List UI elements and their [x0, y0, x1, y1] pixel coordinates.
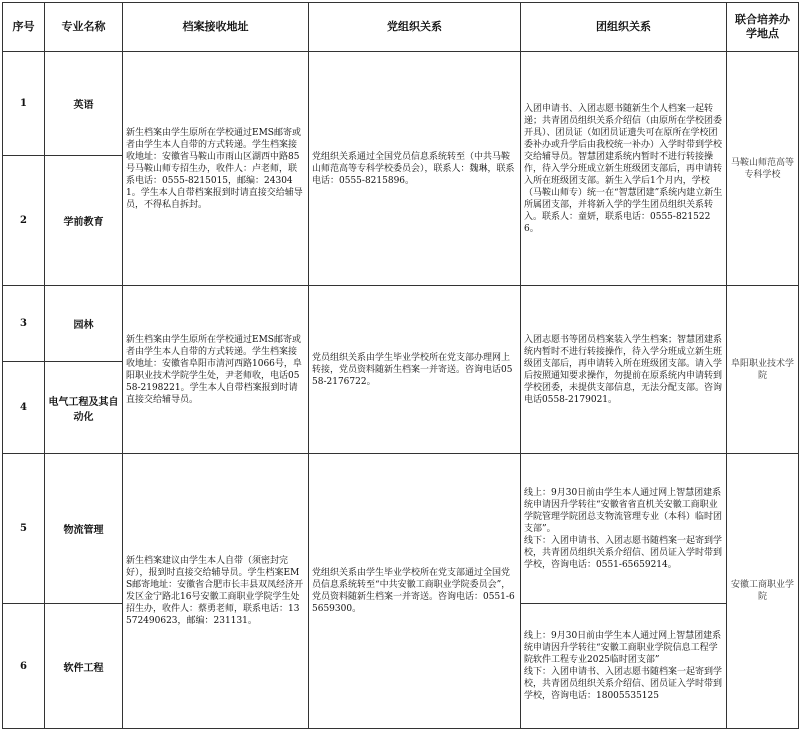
table-row	[3, 454, 799, 604]
row-no: 4	[3, 362, 45, 454]
archive-cell: 新生档案由学生原所在学校通过EMS邮寄或者由学生本人自带的方式转递。学生档案接收地址：安徽省阜阳市清河西路1066号，阜阳职业技术学院学生处，尹老师收，电话0558-2198221。学生本人自带档案报到时请直接交给辅导员。	[123, 286, 309, 454]
table-row	[3, 52, 799, 156]
row-major: 软件工程	[45, 604, 123, 729]
joint-location-cell: 阜阳职业技术学院	[727, 286, 799, 454]
league-cell: 入团申请书、入团志愿书随新生个人档案一起转递；共青团员组织关系介绍信（由原所在学校团委开具）、团员证（如团员证遗失可在原所在学校团委补办或升学后由我校统一补办）入学时带到学校交给辅导员。智慧团建系统内暂时不进行转接操作，待入学分班成立新生班级团支部后，再申请转入所在班级团支部。新生入学后1个月内，学校（马鞍山师专）统一在“智慧团建”系统内建立新生所属团支部，并将新入学的学生团员组织关系转入。联系人：童妍，联系电话：0555-8215226。	[521, 52, 727, 286]
row-no: 6	[3, 604, 45, 729]
joint-location-cell: 安徽工商职业学院	[727, 454, 799, 729]
archive-cell: 新生档案由学生原所在学校通过EMS邮寄或者由学生本人自带的方式转递。学生档案接收地址：安徽省马鞍山市雨山区湖西中路85号马鞍山师专招生办，收件人：卢老师，联系电话：0555-8215015，邮编：243041。学生本人自带档案报到时请直接交给辅导员，不得私自拆封。	[123, 52, 309, 286]
table-row	[3, 286, 799, 362]
header-party-relation: 党组织关系	[309, 3, 521, 52]
row-major: 学前教育	[45, 156, 123, 286]
header-no: 序号	[3, 3, 45, 52]
row-no: 3	[3, 286, 45, 362]
header-row	[3, 3, 799, 52]
header-league-relation: 团组织关系	[521, 3, 727, 52]
header-archive-address: 档案接收地址	[123, 3, 309, 52]
row-major: 电气工程及其自动化	[45, 362, 123, 454]
row-major: 英语	[45, 52, 123, 156]
row-major: 物流管理	[45, 454, 123, 604]
row-no: 2	[3, 156, 45, 286]
league-cell: 线上：9月30日前由学生本人通过网上智慧团建系统申请因升学转往“安徽工商职业学院信息工程学院软件工程专业2025临时团支部” 线下：入团申请书、入团志愿书随档案一起寄到学校，共青团员组织关系介绍信、团员证入学时带到学校，咨询电话：18005535125	[521, 604, 727, 729]
party-cell: 党员组织关系由学生毕业学校所在党支部办理网上转接，党员资料随新生档案一并寄送。咨询电话0558-2176722。	[309, 286, 521, 454]
row-no: 5	[3, 454, 45, 604]
student-transfer-table	[2, 2, 799, 729]
header-joint-location: 联合培养办学地点	[727, 3, 799, 52]
header-major: 专业名称	[45, 3, 123, 52]
joint-location-cell: 马鞍山师范高等专科学校	[727, 52, 799, 286]
archive-cell: 新生档案建议由学生本人自带（须密封完好），报到时直接交给辅导员。学生档案EMS邮寄地址：安徽省合肥市长丰县双凤经济开发区金宁路北16号安徽工商职业学院学生处招生办，收件人：蔡勇老师，联系电话：13572490623，邮编：231131。	[123, 454, 309, 729]
party-cell: 党组织关系由学生毕业学校所在党支部通过全国党员信息系统转至“中共安徽工商职业学院委员会”，党员资料随新生档案一并寄送。咨询电话：0551-65659300。	[309, 454, 521, 729]
league-cell: 入团志愿书等团员档案装入学生档案；智慧团建系统内暂时不进行转接操作，待入学分班成立新生班级团支部后，再申请转入所在班级团支部。请入学后按照通知要求操作，勿提前在原系统内申请转到学校团委，未提供支部信息，无法分配支部。咨询电话0558-2179021。	[521, 286, 727, 454]
row-no: 1	[3, 52, 45, 156]
row-major: 园林	[45, 286, 123, 362]
party-cell: 党组织关系通过全国党员信息系统转至（中共马鞍山师范高等专科学校委员会），联系人：魏琳，联系电话：0555-8215896。	[309, 52, 521, 286]
league-cell: 线上：9月30日前由学生本人通过网上智慧团建系统申请因升学转往“安徽省省直机关安徽工商职业学院管理学院团总支物流管理专业（本科）临时团支部”。 线下：入团申请书、入团志愿书随档案一起寄到学校，共青团员组织关系介绍信、团员证入学时带到学校，咨询电话：0551-65659214。	[521, 454, 727, 604]
